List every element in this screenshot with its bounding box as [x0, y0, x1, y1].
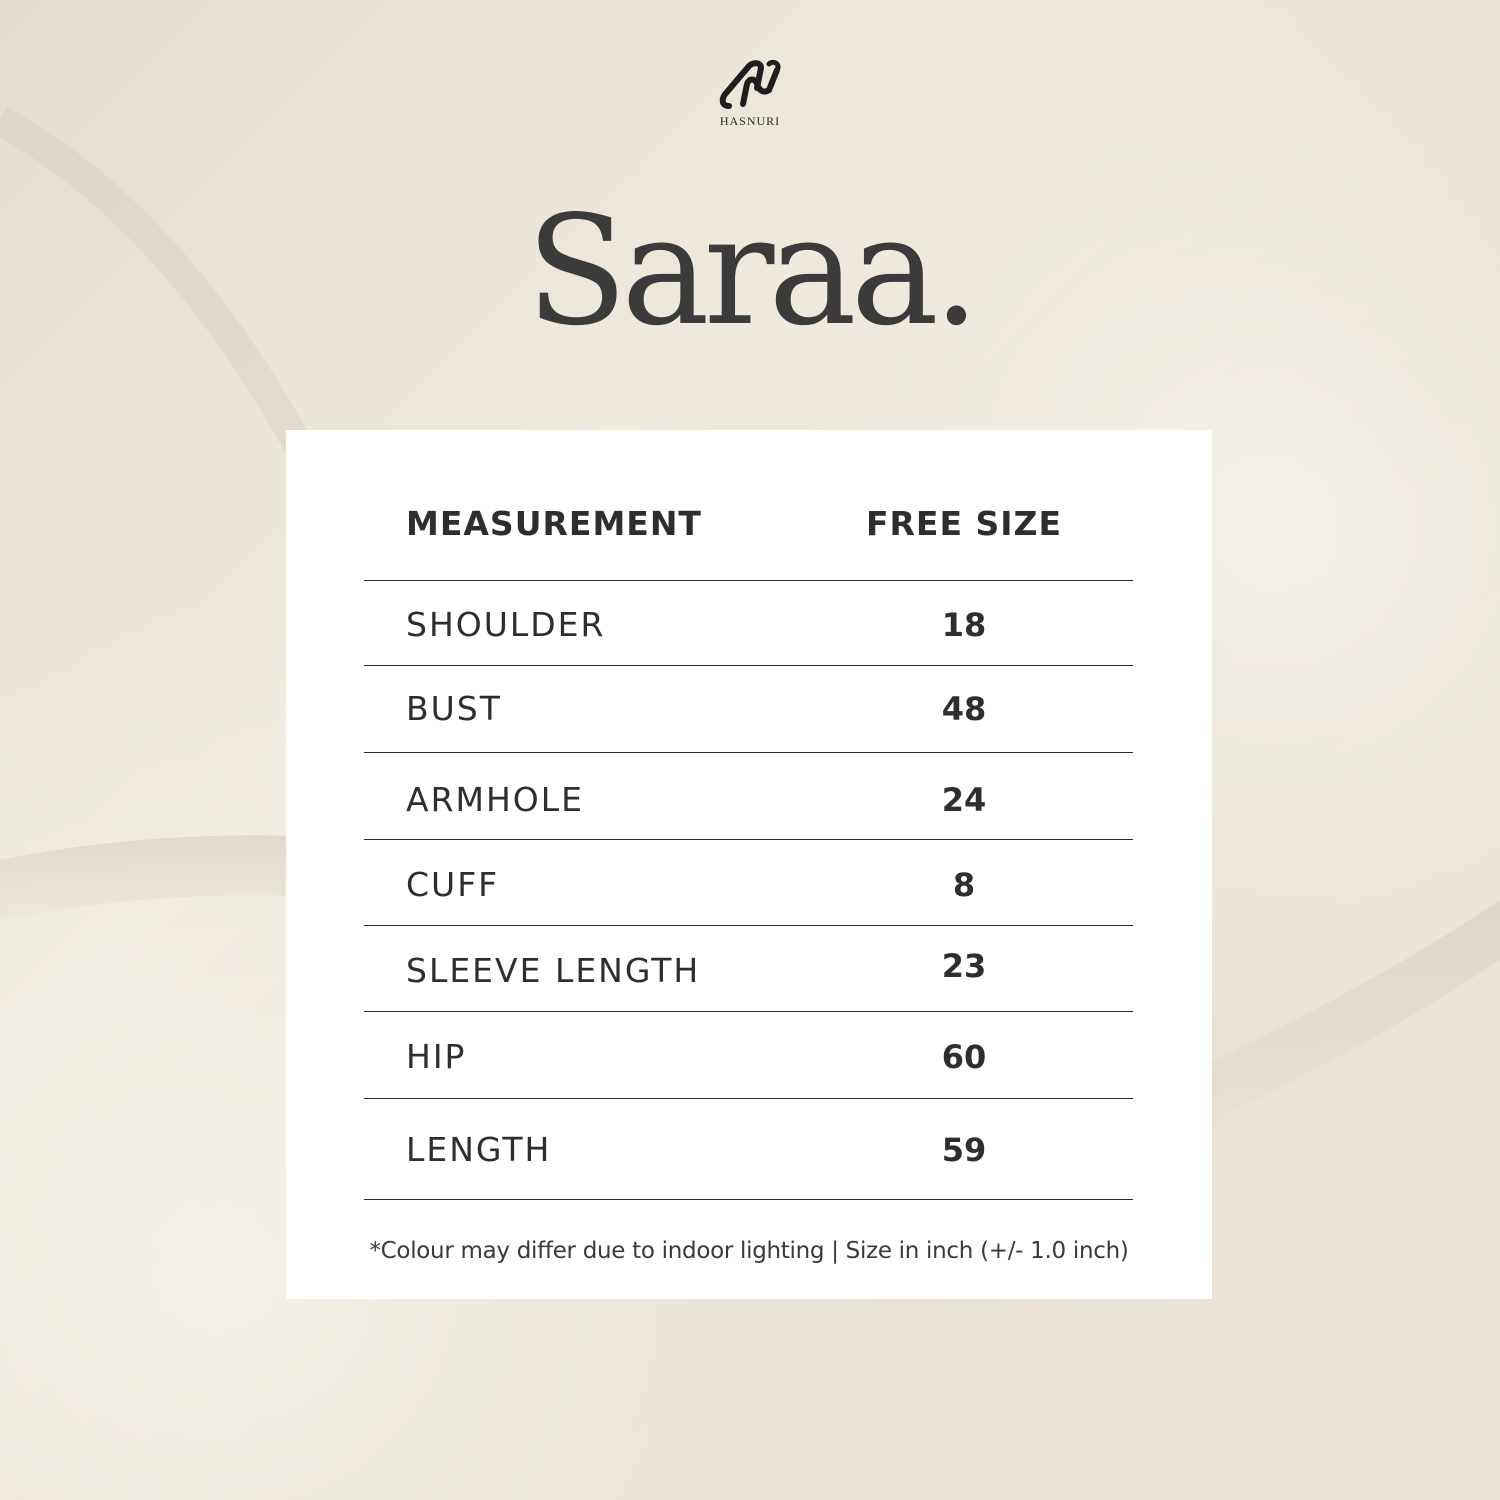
row-value: 59: [941, 1131, 987, 1169]
row-label: HIP: [406, 1037, 467, 1076]
brand-logo: [690, 58, 810, 142]
size-table-header: [364, 496, 1133, 581]
row-value: 24: [941, 781, 987, 819]
row-value: 60: [941, 1038, 987, 1076]
size-footnote: *Colour may differ due to indoor lighting | Size in inch (+/- 1.0 inch): [369, 1238, 1129, 1264]
row-label: ARMHOLE: [406, 780, 585, 819]
free-size-column-header: FREE SIZE: [865, 504, 1063, 543]
table-row: [364, 754, 1133, 840]
product-title: Saraa.: [526, 183, 974, 359]
measurement-column-header: MEASUREMENT: [406, 504, 702, 543]
table-row: [364, 927, 1133, 1012]
table-row: [364, 1100, 1133, 1200]
table-row: [364, 841, 1133, 926]
row-label: SHOULDER: [406, 605, 606, 644]
brand-name: HASNURI: [719, 114, 781, 128]
row-label: SLEEVE LENGTH: [406, 951, 701, 990]
row-value: 48: [941, 690, 987, 728]
table-row: [364, 667, 1133, 753]
row-value: 18: [941, 606, 987, 644]
row-label: CUFF: [406, 865, 500, 904]
row-value: 8: [952, 866, 976, 904]
size-chart-card: [286, 430, 1212, 1299]
table-row: [364, 581, 1133, 666]
row-value: 23: [941, 947, 987, 985]
row-label: BUST: [406, 689, 502, 728]
row-label: LENGTH: [406, 1130, 552, 1169]
table-row: [364, 1013, 1133, 1099]
hasnuri-monogram-icon: [715, 58, 785, 112]
